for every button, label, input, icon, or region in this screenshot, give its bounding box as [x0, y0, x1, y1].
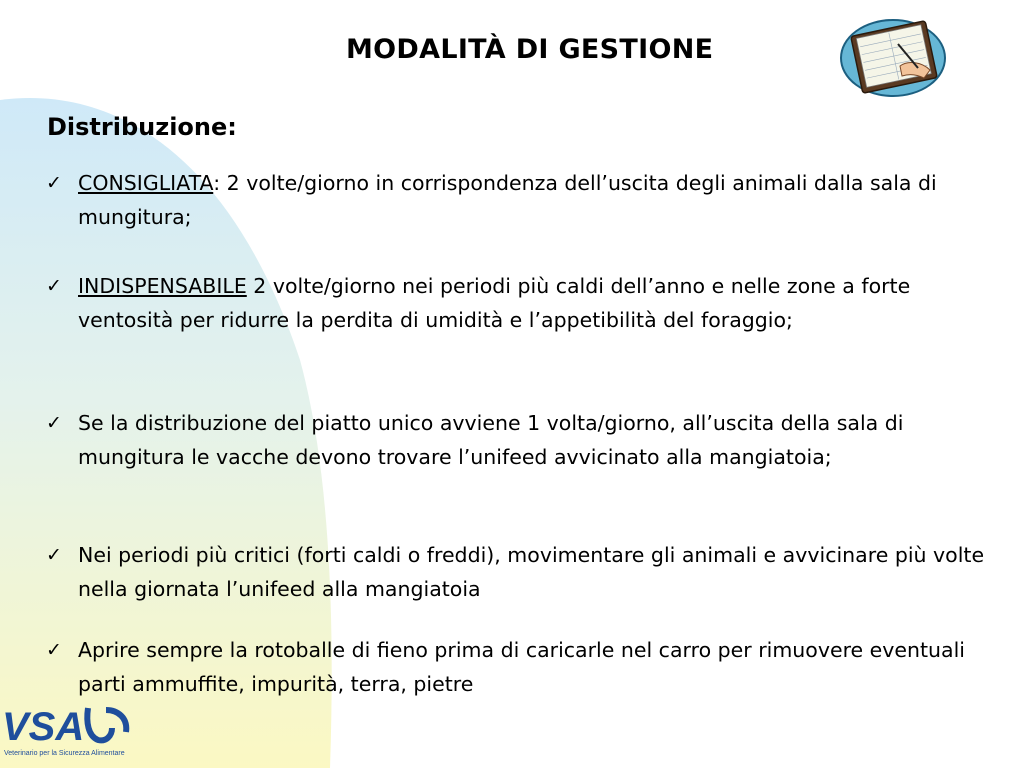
logo-text: VSA: [2, 705, 85, 749]
bullet-item: [46, 269, 986, 337]
checkmark-icon: ✓: [46, 172, 62, 194]
notebook-clipart: [838, 16, 948, 100]
bullet-text: Nei periodi più critici (forti caldi o freddi), movimentare gli animali e avvicinare più volte nella giornata l’unifeed alla mangiatoia: [78, 543, 985, 601]
bullet-item: [46, 406, 986, 474]
bullet-item: [46, 633, 986, 701]
page-title: MODALITÀ DI GESTIONE: [346, 34, 714, 65]
bullet-item: [46, 166, 986, 234]
bullet-text: : 2 volte/giorno in corrispondenza dell’uscita degli animali dalla sala di mungitura;: [78, 171, 937, 229]
section-heading: Distribuzione:: [47, 113, 237, 141]
checkmark-icon: ✓: [46, 412, 62, 434]
checkmark-icon: ✓: [46, 275, 62, 297]
bullet-text: 2 volte/giorno nei periodi più caldi dell’anno e nelle zone a forte ventosità per ridurre la perdita di umidità e l’appetibilità del foraggio;: [78, 274, 911, 332]
bullet-item: [46, 538, 986, 606]
bullet-lead: INDISPENSABILE: [78, 274, 247, 298]
bullet-text: Se la distribuzione del piatto unico avviene 1 volta/giorno, all’uscita della sala di mungitura le vacche devono trovare l’unifeed avvicinato alla mangiatoia;: [78, 411, 904, 469]
checkmark-icon: ✓: [46, 639, 62, 661]
checkmark-icon: ✓: [46, 544, 62, 566]
bullet-text: Aprire sempre la rotoballe di fieno prima di caricarle nel carro per rimuovere eventuali parti ammuffite, impurità, terra, pietre: [78, 638, 966, 696]
bullet-lead: CONSIGLIATA: [78, 171, 214, 195]
vsa-logo: [2, 702, 132, 760]
logo-tagline: Veterinario per la Sicurezza Alimentare: [4, 750, 125, 757]
